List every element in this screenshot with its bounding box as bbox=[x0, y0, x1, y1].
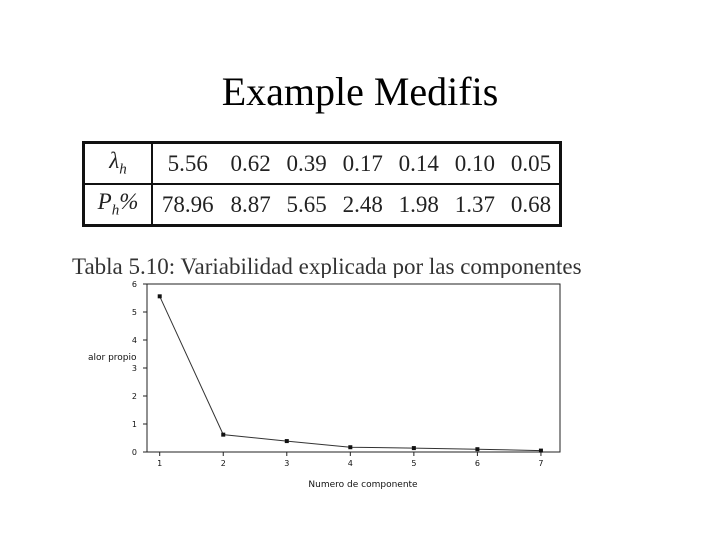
table-row-percentages bbox=[85, 184, 559, 224]
scree-plot bbox=[60, 270, 580, 495]
data-point bbox=[285, 439, 289, 443]
x-axis-label: Numero de componente bbox=[308, 480, 418, 490]
table-cell: 0.68 bbox=[510, 191, 552, 217]
x-tick-label: 6 bbox=[474, 459, 480, 468]
table-cell: 5.56 bbox=[152, 144, 223, 184]
table-cell: 0.05 bbox=[503, 144, 559, 184]
y-tick-label: 5 bbox=[131, 308, 137, 317]
x-tick-label: 5 bbox=[411, 459, 417, 468]
data-point bbox=[412, 446, 416, 450]
data-point bbox=[348, 445, 352, 449]
data-point bbox=[539, 449, 543, 453]
series-line bbox=[160, 296, 541, 450]
table-cell: 1.37 bbox=[454, 191, 495, 217]
table-cell: 2.48 bbox=[342, 191, 383, 217]
x-tick-label: 1 bbox=[157, 459, 163, 468]
table-caption: Tabla 5.10: Variabilidad explicada por las componentes bbox=[72, 254, 582, 278]
data-point bbox=[158, 294, 162, 298]
table-cell: 0.14 bbox=[391, 144, 447, 184]
row-label-percent: $P_h\%$ bbox=[85, 184, 152, 224]
y-tick-label: 2 bbox=[131, 392, 137, 401]
eigenvalue-table bbox=[82, 141, 562, 227]
data-point bbox=[221, 433, 225, 437]
x-tick-label: 2 bbox=[220, 459, 226, 468]
x-tick-label: 7 bbox=[538, 459, 544, 468]
y-tick-label: 4 bbox=[131, 336, 137, 345]
table-row-eigenvalues bbox=[85, 144, 559, 184]
y-tick-label: 6 bbox=[131, 280, 137, 289]
table-cell: 0.17 bbox=[335, 144, 391, 184]
plot-frame bbox=[147, 284, 560, 452]
x-tick-label: 4 bbox=[347, 459, 353, 468]
row-label-lambda: $\lambda_h$ bbox=[85, 144, 152, 184]
table-cell: 78.96 bbox=[161, 191, 214, 217]
y-tick-label: 0 bbox=[131, 448, 137, 457]
y-tick-label: 3 bbox=[131, 364, 137, 373]
table-cell: 1.98 bbox=[398, 191, 439, 217]
table-cell: 0.39 bbox=[279, 144, 335, 184]
slide-title: Example Medifis bbox=[221, 69, 499, 114]
table-cell: 8.87 bbox=[230, 191, 271, 217]
x-tick-label: 3 bbox=[284, 459, 290, 468]
y-axis-label: alor propio bbox=[88, 353, 137, 363]
y-tick-label: 1 bbox=[131, 420, 137, 429]
table-cell: 0.62 bbox=[223, 144, 279, 184]
data-point bbox=[475, 447, 479, 451]
table-cell: 5.65 bbox=[286, 191, 327, 217]
table-cell: 0.10 bbox=[447, 144, 503, 184]
